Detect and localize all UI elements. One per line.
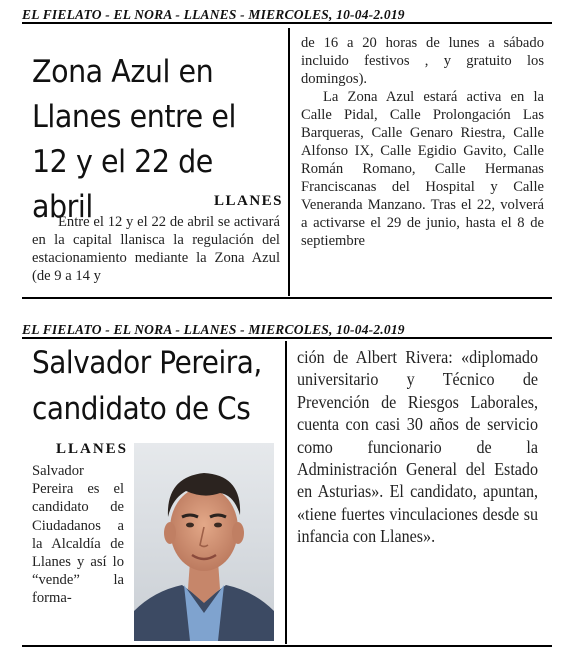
- article2-body-col2: ción de Albert Rivera: «diplomado universitario y Técnico de Prevención de Riesgos Laborales, cuenta con casi 30 años de servicio como funcionario de la Administración General del Estado en Asturias». El candidato, apuntan, «tiene fuertes vinculaciones desde su infancia con Llanes».: [297, 347, 539, 547]
- masthead-bottom: EL FIELATO - EL NORA - LLANES - MIERCOLES, 10-04-2.019: [22, 321, 552, 339]
- section-rule: [22, 297, 552, 299]
- column-divider: [285, 341, 287, 644]
- column-divider: [288, 28, 290, 296]
- article2-headline: Salvador Pereira, candidato de Cs: [32, 345, 262, 427]
- article1-body-col1: Entre el 12 y el 22 de abril se activará en la capital llanisca la regulación del estacionamiento mediante la Zona Azul (de 9 a 14 y: [32, 214, 280, 284]
- article1-body-col2: [301, 34, 544, 250]
- article2-byline: LLANES: [56, 441, 129, 457]
- article2-body-col1: Salvador Pereira es el candidato de Ciudadanos a la Alcaldía de Llanes y así lo “vende” la forma-: [32, 463, 124, 607]
- article1-byline: LLANES: [214, 193, 284, 209]
- section-rule: [22, 645, 552, 647]
- candidate-photo: [134, 443, 274, 641]
- article1-headline: Zona Azul en Llanes entre el 12 y el 22 de abril: [32, 54, 236, 225]
- masthead-top: EL FIELATO - EL NORA - LLANES - MIERCOLES, 10-04-2.019: [22, 6, 552, 24]
- article1-paragraph: de 16 a 20 horas de lunes a sábado incluido festivos , y gratuito los domingos).: [301, 35, 544, 87]
- article1-paragraph: La Zona Azul estará activa en la Calle Pidal, Calle Prolongación Las Barqueras, Calle Genaro Riestra, Calle Alfonso IX, Calle Egidio Gavito, Calle Román Romano, Calle Hermanas Franciscanas del Hospital y Calle Veneranda Manzano. Tras el 22, volverá a activarse el 29 de junio, hasta el 8 de septiembre: [301, 89, 544, 249]
